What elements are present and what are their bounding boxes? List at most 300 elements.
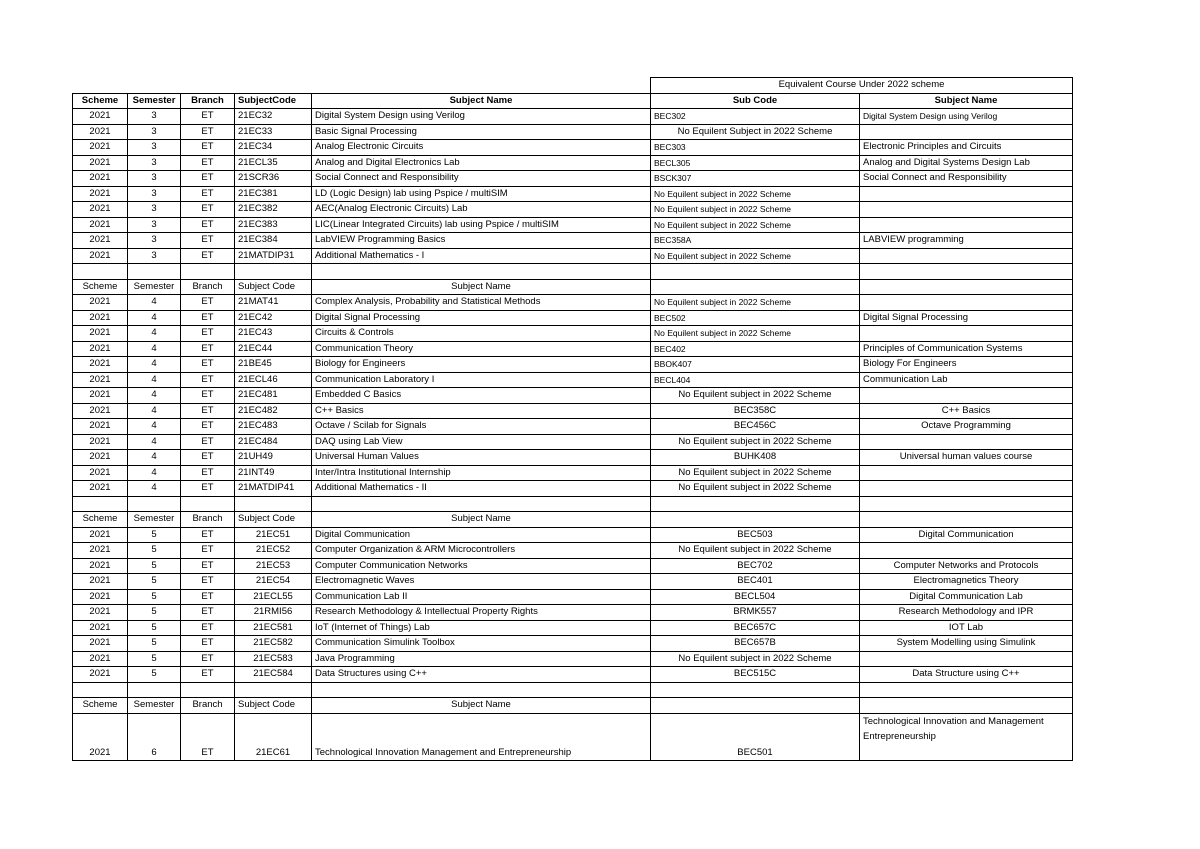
empty-cell bbox=[181, 264, 235, 280]
branch-cell: ET bbox=[181, 233, 235, 249]
branch-cell: ET bbox=[181, 295, 235, 311]
column-header-subject-code-cell: SubjectCode bbox=[235, 93, 312, 109]
column-header-sub-code-cell bbox=[651, 512, 860, 528]
equiv-subject-name-cell: Octave Programming bbox=[860, 419, 1073, 435]
branch-cell: ET bbox=[181, 465, 235, 481]
subject-name-cell: Communication Laboratory I bbox=[312, 372, 651, 388]
table-row bbox=[73, 651, 1073, 667]
subject-code-cell: 21BE45 bbox=[235, 357, 312, 373]
column-header-subject-name-cell: Subject Name bbox=[312, 698, 651, 714]
column-header-semester-cell: Semester bbox=[128, 512, 181, 528]
scheme-cell: 2021 bbox=[73, 558, 128, 574]
table-row bbox=[73, 217, 1073, 233]
semester-cell: 5 bbox=[128, 620, 181, 636]
sub-code-cell: BECL305 bbox=[651, 155, 860, 171]
branch-cell: ET bbox=[181, 651, 235, 667]
empty-cell bbox=[235, 496, 312, 512]
branch-cell: ET bbox=[181, 248, 235, 264]
equiv-subject-name-cell: Biology For Engineers bbox=[860, 357, 1073, 373]
subject-code-cell: 21EC54 bbox=[235, 574, 312, 590]
sub-code-cell: BEC515C bbox=[651, 667, 860, 683]
sub-code-cell: No Equilent subject in 2022 Scheme bbox=[651, 186, 860, 202]
subject-name-cell: Embedded C Basics bbox=[312, 388, 651, 404]
column-header-branch-cell: Branch bbox=[181, 698, 235, 714]
equiv-subject-name-cell: Analog and Digital Systems Design Lab bbox=[860, 155, 1073, 171]
sub-code-cell: BBOK407 bbox=[651, 357, 860, 373]
scheme-cell: 2021 bbox=[73, 140, 128, 156]
sub-code-cell: BUHK408 bbox=[651, 450, 860, 466]
subject-code-cell: 21EC32 bbox=[235, 109, 312, 125]
subject-code-cell: 21EC382 bbox=[235, 202, 312, 218]
sub-code-cell: No Equilent subject in 2022 Scheme bbox=[651, 388, 860, 404]
table-row bbox=[73, 465, 1073, 481]
scheme-cell: 2021 bbox=[73, 310, 128, 326]
equiv-subject-name-cell: Computer Networks and Protocols bbox=[860, 558, 1073, 574]
subject-code-cell: 21EC61 bbox=[235, 713, 312, 760]
scheme-cell: 2021 bbox=[73, 574, 128, 590]
branch-cell: ET bbox=[181, 527, 235, 543]
scheme-cell: 2021 bbox=[73, 388, 128, 404]
scheme-cell: 2021 bbox=[73, 233, 128, 249]
subject-code-cell: 21EC384 bbox=[235, 233, 312, 249]
sub-code-cell: BEC402 bbox=[651, 341, 860, 357]
table-row bbox=[73, 481, 1073, 497]
empty-cell bbox=[651, 496, 860, 512]
scheme-cell: 2021 bbox=[73, 109, 128, 125]
branch-cell: ET bbox=[181, 419, 235, 435]
table-row bbox=[73, 403, 1073, 419]
empty-cell bbox=[312, 264, 651, 280]
table-row bbox=[73, 248, 1073, 264]
table-row bbox=[73, 326, 1073, 342]
scheme-cell: 2021 bbox=[73, 295, 128, 311]
spacer-row bbox=[73, 264, 1073, 280]
semester-cell: 3 bbox=[128, 248, 181, 264]
subject-code-cell: 21EC581 bbox=[235, 620, 312, 636]
column-header-subject-code-cell: Subject Code bbox=[235, 698, 312, 714]
subject-code-cell: 21EC42 bbox=[235, 310, 312, 326]
scheme-cell: 2021 bbox=[73, 543, 128, 559]
branch-cell: ET bbox=[181, 372, 235, 388]
table-row bbox=[73, 558, 1073, 574]
scheme-cell: 2021 bbox=[73, 450, 128, 466]
table-row bbox=[73, 202, 1073, 218]
column-header-branch-cell: Branch bbox=[181, 512, 235, 528]
table-row bbox=[73, 574, 1073, 590]
scheme-cell: 2021 bbox=[73, 589, 128, 605]
table-row bbox=[73, 419, 1073, 435]
column-header-subject-code-cell: Subject Code bbox=[235, 512, 312, 528]
subject-code-cell: 21EC584 bbox=[235, 667, 312, 683]
sub-code-cell: No Equilent subject in 2022 Scheme bbox=[651, 248, 860, 264]
branch-cell: ET bbox=[181, 620, 235, 636]
equiv-subject-name-cell bbox=[860, 434, 1073, 450]
subject-name-cell: Additional Mathematics - I bbox=[312, 248, 651, 264]
branch-cell: ET bbox=[181, 589, 235, 605]
column-header-sub-code-cell bbox=[651, 279, 860, 295]
equiv-subject-name-cell: Communication Lab bbox=[860, 372, 1073, 388]
scheme-cell: 2021 bbox=[73, 155, 128, 171]
branch-cell: ET bbox=[181, 202, 235, 218]
sub-code-cell: BECL404 bbox=[651, 372, 860, 388]
subject-code-cell: 21EC583 bbox=[235, 651, 312, 667]
semester-cell: 5 bbox=[128, 667, 181, 683]
scheme-cell: 2021 bbox=[73, 124, 128, 140]
equiv-subject-name-cell bbox=[860, 202, 1073, 218]
equiv-subject-name-cell bbox=[860, 248, 1073, 264]
sub-code-cell: No Equilent Subject in 2022 Scheme bbox=[651, 124, 860, 140]
table-row bbox=[73, 171, 1073, 187]
branch-cell: ET bbox=[181, 543, 235, 559]
subject-name-cell: Communication Simulink Toolbox bbox=[312, 636, 651, 652]
branch-cell: ET bbox=[181, 155, 235, 171]
scheme-cell: 2021 bbox=[73, 434, 128, 450]
subject-code-cell: 21MATDIP41 bbox=[235, 481, 312, 497]
semester-cell: 3 bbox=[128, 217, 181, 233]
column-header-equiv-subject-name-cell bbox=[860, 698, 1073, 714]
equiv-subject-name-cell: Technological Innovation and Management Entrepreneurship bbox=[860, 713, 1073, 760]
equiv-subject-name-cell: Digital Signal Processing bbox=[860, 310, 1073, 326]
subject-name-cell: Social Connect and Responsibility bbox=[312, 171, 651, 187]
equiv-subject-name-cell bbox=[860, 124, 1073, 140]
table-row bbox=[73, 434, 1073, 450]
subject-code-cell: 21EC33 bbox=[235, 124, 312, 140]
semester-cell: 3 bbox=[128, 109, 181, 125]
empty-cell bbox=[651, 682, 860, 698]
subject-name-cell: Data Structures using C++ bbox=[312, 667, 651, 683]
semester-cell: 4 bbox=[128, 419, 181, 435]
subject-name-cell: Digital System Design using Verilog bbox=[312, 109, 651, 125]
column-header-subject-code-cell: Subject Code bbox=[235, 279, 312, 295]
subject-name-cell: LabVIEW Programming Basics bbox=[312, 233, 651, 249]
semester-cell: 3 bbox=[128, 186, 181, 202]
column-header-semester-cell: Semester bbox=[128, 698, 181, 714]
semester-cell: 4 bbox=[128, 326, 181, 342]
semester-cell: 5 bbox=[128, 558, 181, 574]
semester-cell: 5 bbox=[128, 651, 181, 667]
branch-cell: ET bbox=[181, 171, 235, 187]
table-row bbox=[73, 140, 1073, 156]
sub-code-cell: BEC303 bbox=[651, 140, 860, 156]
subject-name-cell: IoT (Internet of Things) Lab bbox=[312, 620, 651, 636]
sub-code-cell: BEC358A bbox=[651, 233, 860, 249]
branch-cell: ET bbox=[181, 574, 235, 590]
subject-code-cell: 21ECL46 bbox=[235, 372, 312, 388]
empty-cell bbox=[128, 496, 181, 512]
equiv-subject-name-cell bbox=[860, 295, 1073, 311]
subject-name-cell: Java Programming bbox=[312, 651, 651, 667]
branch-cell: ET bbox=[181, 605, 235, 621]
subject-code-cell: 21ECL35 bbox=[235, 155, 312, 171]
table-row bbox=[73, 636, 1073, 652]
branch-cell: ET bbox=[181, 667, 235, 683]
sub-code-cell: No Equilent subject in 2022 Scheme bbox=[651, 434, 860, 450]
subject-name-cell: Inter/Intra Institutional Internship bbox=[312, 465, 651, 481]
sub-code-cell: No Equilent subject in 2022 Scheme bbox=[651, 543, 860, 559]
column-header-equiv-subject-name-cell bbox=[860, 512, 1073, 528]
equiv-subject-name-cell: Digital System Design using Verilog bbox=[860, 109, 1073, 125]
equiv-course-header: Equivalent Course Under 2022 scheme bbox=[651, 78, 1073, 94]
sub-code-cell: BEC501 bbox=[651, 713, 860, 760]
subject-code-cell: 21EC44 bbox=[235, 341, 312, 357]
table-row bbox=[73, 295, 1073, 311]
semester-cell: 4 bbox=[128, 434, 181, 450]
semester-cell: 4 bbox=[128, 357, 181, 373]
sub-code-cell: No Equilent subject in 2022 Scheme bbox=[651, 295, 860, 311]
subject-name-cell: DAQ using Lab View bbox=[312, 434, 651, 450]
table-row bbox=[73, 109, 1073, 125]
sub-code-cell: No Equilent subject in 2022 Scheme bbox=[651, 202, 860, 218]
semester-cell: 5 bbox=[128, 543, 181, 559]
table-row bbox=[73, 388, 1073, 404]
table-row bbox=[73, 310, 1073, 326]
table-row bbox=[73, 543, 1073, 559]
semester-cell: 3 bbox=[128, 155, 181, 171]
equiv-subject-name-cell: Principles of Communication Systems bbox=[860, 341, 1073, 357]
branch-cell: ET bbox=[181, 434, 235, 450]
equiv-subject-name-cell: LABVIEW programming bbox=[860, 233, 1073, 249]
subject-code-cell: 21EC482 bbox=[235, 403, 312, 419]
semester-cell: 4 bbox=[128, 450, 181, 466]
subject-name-cell: Digital Signal Processing bbox=[312, 310, 651, 326]
table-row bbox=[73, 620, 1073, 636]
sub-code-cell: BEC702 bbox=[651, 558, 860, 574]
empty-cell bbox=[651, 264, 860, 280]
table-row bbox=[73, 713, 1073, 760]
column-header-row bbox=[73, 698, 1073, 714]
column-header-sub-code-cell: Sub Code bbox=[651, 93, 860, 109]
subject-name-cell: Biology for Engineers bbox=[312, 357, 651, 373]
subject-name-cell: Technological Innovation Management and Entrepreneurship bbox=[312, 713, 651, 760]
equiv-header-row bbox=[73, 78, 1073, 94]
blank-cell bbox=[73, 78, 651, 94]
empty-cell bbox=[128, 264, 181, 280]
scheme-cell: 2021 bbox=[73, 171, 128, 187]
scheme-cell: 2021 bbox=[73, 605, 128, 621]
subject-name-cell: LIC(Linear Integrated Circuits) lab using Pspice / multiSIM bbox=[312, 217, 651, 233]
empty-cell bbox=[235, 682, 312, 698]
subject-name-cell: Analog Electronic Circuits bbox=[312, 140, 651, 156]
sub-code-cell: No Equilent subject in 2022 Scheme bbox=[651, 481, 860, 497]
subject-code-cell: 21EC481 bbox=[235, 388, 312, 404]
semester-cell: 5 bbox=[128, 605, 181, 621]
equiv-subject-name-cell: Electronic Principles and Circuits bbox=[860, 140, 1073, 156]
subject-code-cell: 21EC52 bbox=[235, 543, 312, 559]
equiv-subject-name-cell bbox=[860, 186, 1073, 202]
table-row bbox=[73, 589, 1073, 605]
subject-name-cell: Basic Signal Processing bbox=[312, 124, 651, 140]
subject-name-cell: Analog and Digital Electronics Lab bbox=[312, 155, 651, 171]
subject-name-cell: C++ Basics bbox=[312, 403, 651, 419]
subject-name-cell: Digital Communication bbox=[312, 527, 651, 543]
subject-name-cell: Communication Theory bbox=[312, 341, 651, 357]
table-row bbox=[73, 233, 1073, 249]
semester-cell: 3 bbox=[128, 124, 181, 140]
sub-code-cell: BEC657C bbox=[651, 620, 860, 636]
empty-cell bbox=[73, 682, 128, 698]
sub-code-cell: BEC358C bbox=[651, 403, 860, 419]
subject-code-cell: 21EC383 bbox=[235, 217, 312, 233]
sub-code-cell: BECL504 bbox=[651, 589, 860, 605]
semester-cell: 5 bbox=[128, 589, 181, 605]
column-header-sub-code-cell bbox=[651, 698, 860, 714]
equiv-subject-name-cell: System Modelling using Simulink bbox=[860, 636, 1073, 652]
subject-name-cell: Complex Analysis, Probability and Statistical Methods bbox=[312, 295, 651, 311]
course-equivalence-table bbox=[72, 77, 1073, 761]
equiv-subject-name-cell: Data Structure using C++ bbox=[860, 667, 1073, 683]
equiv-subject-name-cell bbox=[860, 217, 1073, 233]
empty-cell bbox=[312, 682, 651, 698]
table-row bbox=[73, 124, 1073, 140]
scheme-cell: 2021 bbox=[73, 419, 128, 435]
table-row bbox=[73, 341, 1073, 357]
scheme-cell: 2021 bbox=[73, 527, 128, 543]
column-header-subject-name-cell: Subject Name bbox=[312, 93, 651, 109]
spacer-row bbox=[73, 682, 1073, 698]
equiv-subject-name-cell: Digital Communication Lab bbox=[860, 589, 1073, 605]
subject-name-cell: LD (Logic Design) lab using Pspice / multiSIM bbox=[312, 186, 651, 202]
semester-cell: 3 bbox=[128, 171, 181, 187]
subject-name-cell: Universal Human Values bbox=[312, 450, 651, 466]
branch-cell: ET bbox=[181, 713, 235, 760]
scheme-cell: 2021 bbox=[73, 713, 128, 760]
empty-cell bbox=[181, 682, 235, 698]
equiv-subject-name-cell bbox=[860, 388, 1073, 404]
empty-cell bbox=[235, 264, 312, 280]
scheme-cell: 2021 bbox=[73, 465, 128, 481]
subject-name-cell: Communication Lab II bbox=[312, 589, 651, 605]
semester-cell: 6 bbox=[128, 713, 181, 760]
subject-code-cell: 21MAT41 bbox=[235, 295, 312, 311]
empty-cell bbox=[73, 496, 128, 512]
subject-code-cell: 21EC381 bbox=[235, 186, 312, 202]
table-row bbox=[73, 357, 1073, 373]
empty-cell bbox=[312, 496, 651, 512]
subject-name-cell: Additional Mathematics - II bbox=[312, 481, 651, 497]
semester-cell: 3 bbox=[128, 140, 181, 156]
table-row bbox=[73, 527, 1073, 543]
equiv-subject-name-cell: Social Connect and Responsibility bbox=[860, 171, 1073, 187]
semester-cell: 4 bbox=[128, 465, 181, 481]
column-header-semester-cell: Semester bbox=[128, 279, 181, 295]
column-header-semester-cell: Semester bbox=[128, 93, 181, 109]
equiv-subject-name-cell bbox=[860, 543, 1073, 559]
column-header-row bbox=[73, 93, 1073, 109]
branch-cell: ET bbox=[181, 450, 235, 466]
scheme-cell: 2021 bbox=[73, 651, 128, 667]
subject-name-cell: Circuits & Controls bbox=[312, 326, 651, 342]
subject-code-cell: 21EC484 bbox=[235, 434, 312, 450]
table-row bbox=[73, 372, 1073, 388]
subject-code-cell: 21EC582 bbox=[235, 636, 312, 652]
column-header-subject-name-cell: Subject Name bbox=[312, 512, 651, 528]
semester-cell: 5 bbox=[128, 636, 181, 652]
subject-code-cell: 21EC43 bbox=[235, 326, 312, 342]
semester-cell: 3 bbox=[128, 202, 181, 218]
branch-cell: ET bbox=[181, 326, 235, 342]
branch-cell: ET bbox=[181, 217, 235, 233]
table-row bbox=[73, 155, 1073, 171]
subject-name-cell: Computer Communication Networks bbox=[312, 558, 651, 574]
scheme-cell: 2021 bbox=[73, 186, 128, 202]
semester-cell: 4 bbox=[128, 341, 181, 357]
sub-code-cell: BSCK307 bbox=[651, 171, 860, 187]
sub-code-cell: No Equilent subject in 2022 Scheme bbox=[651, 326, 860, 342]
equiv-subject-name-cell bbox=[860, 481, 1073, 497]
empty-cell bbox=[860, 264, 1073, 280]
table-row bbox=[73, 186, 1073, 202]
equiv-subject-name-cell: Universal human values course bbox=[860, 450, 1073, 466]
equiv-subject-name-cell bbox=[860, 465, 1073, 481]
branch-cell: ET bbox=[181, 636, 235, 652]
subject-code-cell: 21MATDIP31 bbox=[235, 248, 312, 264]
subject-name-cell: Electromagnetic Waves bbox=[312, 574, 651, 590]
semester-cell: 5 bbox=[128, 527, 181, 543]
sub-code-cell: BEC502 bbox=[651, 310, 860, 326]
scheme-cell: 2021 bbox=[73, 372, 128, 388]
scheme-cell: 2021 bbox=[73, 357, 128, 373]
branch-cell: ET bbox=[181, 403, 235, 419]
semester-cell: 4 bbox=[128, 388, 181, 404]
column-header-branch-cell: Branch bbox=[181, 279, 235, 295]
subject-name-cell: Octave / Scilab for Signals bbox=[312, 419, 651, 435]
empty-cell bbox=[860, 496, 1073, 512]
branch-cell: ET bbox=[181, 357, 235, 373]
branch-cell: ET bbox=[181, 341, 235, 357]
subject-code-cell: 21RMI56 bbox=[235, 605, 312, 621]
empty-cell bbox=[128, 682, 181, 698]
column-header-scheme-cell: Scheme bbox=[73, 512, 128, 528]
subject-code-cell: 21SCR36 bbox=[235, 171, 312, 187]
table-row bbox=[73, 667, 1073, 683]
equiv-subject-name-cell: IOT Lab bbox=[860, 620, 1073, 636]
equiv-subject-name-cell bbox=[860, 651, 1073, 667]
empty-cell bbox=[181, 496, 235, 512]
sub-code-cell: BRMK557 bbox=[651, 605, 860, 621]
semester-cell: 5 bbox=[128, 574, 181, 590]
semester-cell: 4 bbox=[128, 403, 181, 419]
scheme-cell: 2021 bbox=[73, 341, 128, 357]
column-header-scheme-cell: Scheme bbox=[73, 698, 128, 714]
scheme-cell: 2021 bbox=[73, 202, 128, 218]
equiv-subject-name-cell: Research Methodology and IPR bbox=[860, 605, 1073, 621]
semester-cell: 3 bbox=[128, 233, 181, 249]
sub-code-cell: BEC503 bbox=[651, 527, 860, 543]
subject-name-cell: AEC(Analog Electronic Circuits) Lab bbox=[312, 202, 651, 218]
branch-cell: ET bbox=[181, 310, 235, 326]
scheme-cell: 2021 bbox=[73, 636, 128, 652]
scheme-cell: 2021 bbox=[73, 403, 128, 419]
branch-cell: ET bbox=[181, 124, 235, 140]
sub-code-cell: No Equilent subject in 2022 Scheme bbox=[651, 465, 860, 481]
scheme-cell: 2021 bbox=[73, 481, 128, 497]
sub-code-cell: No Equilent subject in 2022 Scheme bbox=[651, 651, 860, 667]
column-header-scheme-cell: Scheme bbox=[73, 93, 128, 109]
scheme-cell: 2021 bbox=[73, 667, 128, 683]
scheme-cell: 2021 bbox=[73, 326, 128, 342]
semester-cell: 4 bbox=[128, 295, 181, 311]
branch-cell: ET bbox=[181, 186, 235, 202]
branch-cell: ET bbox=[181, 558, 235, 574]
equiv-subject-name-cell: C++ Basics bbox=[860, 403, 1073, 419]
subject-code-cell: 21INT49 bbox=[235, 465, 312, 481]
subject-code-cell: 21EC483 bbox=[235, 419, 312, 435]
subject-code-cell: 21EC51 bbox=[235, 527, 312, 543]
branch-cell: ET bbox=[181, 481, 235, 497]
branch-cell: ET bbox=[181, 109, 235, 125]
column-header-row bbox=[73, 279, 1073, 295]
sub-code-cell: BEC456C bbox=[651, 419, 860, 435]
